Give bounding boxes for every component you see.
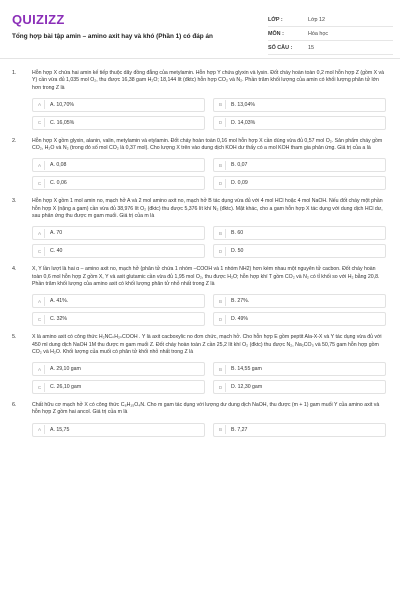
worksheet-header [0, 0, 400, 59]
answer-option[interactable] [32, 226, 205, 240]
option-text: A. 10,70% [50, 101, 74, 108]
answer-option[interactable] [32, 312, 205, 326]
question-text: X là amino axit có công thức H₂NCₙH₂ₙCOOH . Y là axit cacboxylic no đơn chức, mạch hở. Cho hỗn hợp E gồm peptit Ala-X-X và Y tác dụng vừa đủ với 450 ml dung dịch NaOH 1M thu được m gam muối Z. Đốt cháy hoàn toàn Z cần 25,2 lít khí O₂ (đktc) thu được N₂, Na₂CO₃ và 50,75 gam hỗn hợp gồm CO₂ và H₂O. Khối lượng của muối có phân tử khối nhỏ nhất trong Z là [32, 334, 382, 355]
option-text: B. 60 [231, 230, 244, 237]
answer-option[interactable] [213, 362, 386, 376]
option-letter: C [35, 247, 45, 256]
option-letter: A [35, 297, 45, 306]
question-item [0, 266, 400, 326]
option-letter: D [216, 118, 226, 127]
meta-label: SỐ CÂU : [268, 44, 293, 51]
question-number: 5. [12, 334, 17, 341]
page-title: Tổng hợp bài tập amin – amino axit hay và khó (Phần 1) có đáp án [12, 33, 213, 40]
option-text: D. 14,03% [231, 119, 256, 126]
answer-options [32, 362, 386, 394]
answer-option[interactable] [213, 226, 386, 240]
option-letter: A [35, 425, 45, 434]
option-letter: D [216, 383, 226, 392]
answer-options [32, 423, 386, 437]
question-text: Chất hữu cơ mạch hở X có công thức C₈H₁₅O₄N. Cho m gam tác dụng với lượng dư dung dịch NaOH, thu được (m + 1) gam muối Y của amino axit và hỗn hợp Z gồm hai ancol. Giá trị của m là [32, 402, 380, 416]
option-letter: C [35, 118, 45, 127]
option-text: A. 70 [50, 230, 63, 237]
question-item [0, 138, 400, 191]
option-text: D. 50 [231, 248, 244, 255]
answer-option[interactable] [32, 423, 205, 437]
question-item [0, 70, 400, 130]
option-text: B. 0,07 [231, 162, 248, 169]
meta-row-question-count [268, 41, 393, 55]
answer-option[interactable] [32, 116, 205, 130]
answer-option[interactable] [32, 294, 205, 308]
answer-option[interactable] [213, 312, 386, 326]
answer-option[interactable] [213, 176, 386, 190]
meta-row-subject [268, 27, 393, 41]
option-letter: A [35, 365, 45, 374]
option-text: B. 14,55 gam [231, 366, 262, 373]
answer-option[interactable] [213, 244, 386, 258]
meta-row-class [268, 13, 393, 27]
answer-option[interactable] [32, 98, 205, 112]
option-letter: A [35, 100, 45, 109]
question-number: 1. [12, 70, 17, 76]
option-text: A. 29,10 gam [50, 366, 81, 373]
option-text: C. 26,10 gam [50, 384, 82, 391]
option-letter: D [216, 247, 226, 256]
meta-label: MÔN : [268, 30, 284, 37]
option-letter: B [216, 297, 226, 306]
answer-option[interactable] [32, 176, 205, 190]
option-letter: C [35, 179, 45, 188]
quizizz-logo: QUIZIZZ [12, 12, 65, 27]
answer-option[interactable] [32, 362, 205, 376]
meta-label: LỚP : [268, 16, 283, 23]
question-number: 4. [12, 266, 17, 273]
option-letter: C [35, 315, 45, 324]
option-text: B. 7,27 [231, 426, 248, 433]
question-text: Hỗn hợp X gồm glyxin, alanin, valin, metylamin và etylamin. Đốt cháy hoàn toàn 0,16 mol hỗn hợp X cần dùng vừa đủ 0,57 mol O₂. Sản phẩm cháy gồm CO₂, H₂O và N₂ (trong đó số mol CO₂ là 0,37 mol). Cho lượng X trên vào dung dịch KOH dư thấy có a mol KOH tham gia phản ứng. Giá trị của a là [32, 137, 383, 152]
answer-option[interactable] [213, 294, 386, 308]
option-text: C. 16,05% [50, 119, 75, 126]
option-letter: D [216, 315, 226, 324]
option-letter: C [35, 383, 45, 392]
option-text: D. 49% [231, 316, 249, 323]
option-letter: B [216, 100, 226, 109]
answer-option[interactable] [213, 158, 386, 172]
question-number: 6. [12, 402, 17, 409]
answer-option[interactable] [32, 244, 205, 258]
answer-option[interactable] [32, 380, 205, 394]
option-text: A. 15,75 [50, 426, 70, 433]
question-list [0, 70, 400, 445]
option-letter: A [35, 229, 45, 238]
answer-option[interactable] [213, 423, 386, 437]
option-text: C. 0,06 [50, 180, 67, 187]
meta-value: 15 [308, 44, 314, 51]
question-item [0, 402, 400, 437]
option-letter: B [216, 365, 226, 374]
meta-table [268, 13, 393, 55]
answer-options [32, 226, 386, 258]
question-text: Hỗn hợp X gồm 1 mol amin no, mạch hở A và 2 mol amino axit no, mạch hở B tác dụng vừa đủ với 4 mol HCl hoặc 4 mol NaOH. Nếu đốt cháy một phần hỗn hợp X (nặng a gam) cần vừa đủ 38,976 lít O₂ (đktc) thu được 5,376 lít khí N₂ (đktc). Mặt khác, cho a gam hỗn hợp X tác dụng với dung dịch HCl dư, sau phản ứng thu được m gam muối. Giá trị của m là [32, 198, 383, 220]
meta-value: Lớp 12 [308, 16, 326, 23]
answer-option[interactable] [213, 116, 386, 130]
question-text: X, Y lần lượt là hai α – amino axit no, mạch hở (phân tử chứa 1 nhóm –COOH và 1 nhóm NH2) hơn kém nhau một nguyên tử cacbon. Đốt cháy hoàn toàn 0,6 mol hỗn hợp Z gồm X, Y và axit glutamic cần vừa đủ 1,95 mol O₂, thu được H₂O; hỗn hợp khí T gồm CO₂ và N₂ có tỉ khối so với H₂ bằng 20,8. Phần trăm khối lượng của amino axit có khối lượng phân tử nhỏ nhất trong Z là [32, 266, 380, 287]
answer-option[interactable] [213, 98, 386, 112]
question-number: 2. [12, 137, 17, 144]
option-text: A. 41%. [50, 298, 69, 305]
option-text: A. 0,08 [50, 162, 67, 169]
meta-value: Hóa học [308, 30, 329, 37]
answer-options [32, 158, 386, 190]
option-text: C. 40 [50, 248, 63, 255]
answer-options [32, 294, 386, 326]
option-letter: B [216, 425, 226, 434]
question-number: 3. [12, 198, 17, 205]
option-text: D. 0,09 [231, 180, 248, 187]
option-letter: A [35, 161, 45, 170]
option-text: D. 12,30 gam [231, 384, 263, 391]
question-item [0, 198, 400, 258]
answer-options [32, 98, 386, 130]
option-text: C. 32% [50, 316, 68, 323]
option-letter: D [216, 179, 226, 188]
question-item [0, 334, 400, 394]
option-letter: B [216, 229, 226, 238]
option-letter: B [216, 161, 226, 170]
question-text: Hỗn hợp X chứa hai amin kế tiếp thuộc dãy đồng đẳng của metylamin. Hỗn hợp Y chứa glyxin và lysin. Đốt cháy hoàn toàn 0,2 mol hỗn hợp Z (gồm X và Y) cần vừa đủ 1,035 mol O₂, thu được 16,38 gam H₂O; 18,144 lít (đktc) hỗn hợp CO₂ và N₂. Phần trăm khối lượng của amin có khối lượng phân tử lớn hơn trong Z là [32, 70, 385, 91]
option-text: B. 27%. [231, 298, 250, 305]
option-text: B. 13,04% [231, 101, 255, 108]
answer-option[interactable] [32, 158, 205, 172]
answer-option[interactable] [213, 380, 386, 394]
